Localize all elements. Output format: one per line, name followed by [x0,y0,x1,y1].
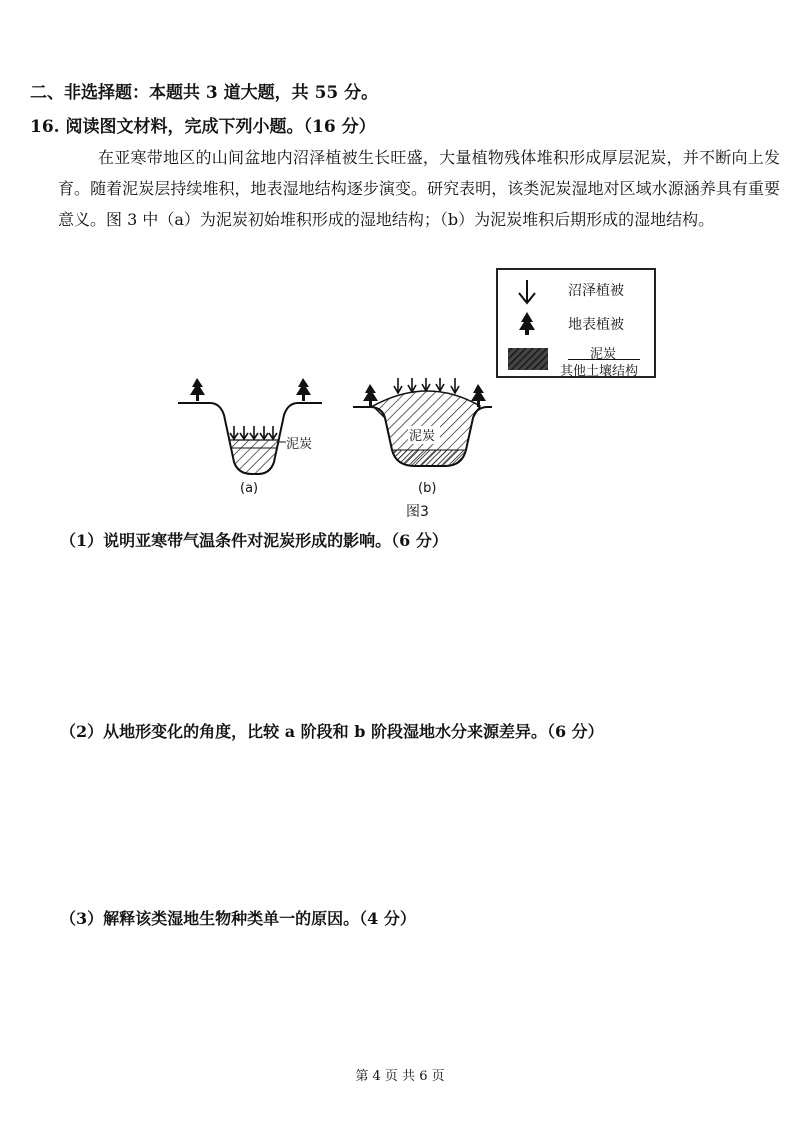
diagram-a [178,378,322,496]
swamp-veg-icon [512,278,542,306]
page-footer: 第 4 页 共 6 页 [355,1069,445,1084]
question-title: 16. 阅读图文材料，完成下列小题。（16 分） [30,117,376,137]
diagram-a-peat-label: 泥炭 [286,437,313,452]
diagram-a-caption: (a) [240,481,259,496]
tree-icon [190,378,205,401]
figure-legend [496,268,656,378]
peat-pattern-icon [506,346,552,374]
figure-caption: 图3 [406,504,429,520]
diagram-b-caption: (b) [418,481,437,496]
legend-other-soil: 其他土壤结构 [560,364,639,379]
diagram-b [353,378,492,496]
diagram-b-peat-label: 泥炭 [409,429,436,444]
subquestion-2: （2）从地形变化的角度，比较 a 阶段和 b 阶段湿地水分来源差异。（6 分） [60,722,604,741]
subquestion-1: （1）说明亚寒带气温条件对泥炭形成的影响。（6 分） [60,531,448,550]
subquestion-3: （3）解释该类湿地生物种类单一的原因。（4 分） [60,909,416,928]
tree-icon [296,378,311,401]
material-paragraph [58,142,780,235]
paragraph-text: 在亚寒带地区的山间盆地内沼泽植被生长旺盛，大量植物残体堆积形成厚层泥炭，并不断向上发育。随着泥炭层持续堆积，地表湿地结构逐步演变。研究表明，该类泥炭湿地对区域水源涵养具有重要意义。图 3 中（a）为泥炭初始堆积形成的湿地结构；（b）为泥炭堆积后期形成的湿地结构。 [58,148,780,229]
legend-peat: 泥炭 [590,347,617,362]
figure-3-diagram [170,370,500,500]
surface-veg-icon [512,310,542,338]
legend-swamp-veg: 沼泽植被 [568,283,624,299]
legend-surface-veg: 地表植被 [568,317,624,333]
tree-icon [363,384,378,407]
section-heading: 二、非选择题：本题共 3 道大题，共 55 分。 [30,83,379,103]
